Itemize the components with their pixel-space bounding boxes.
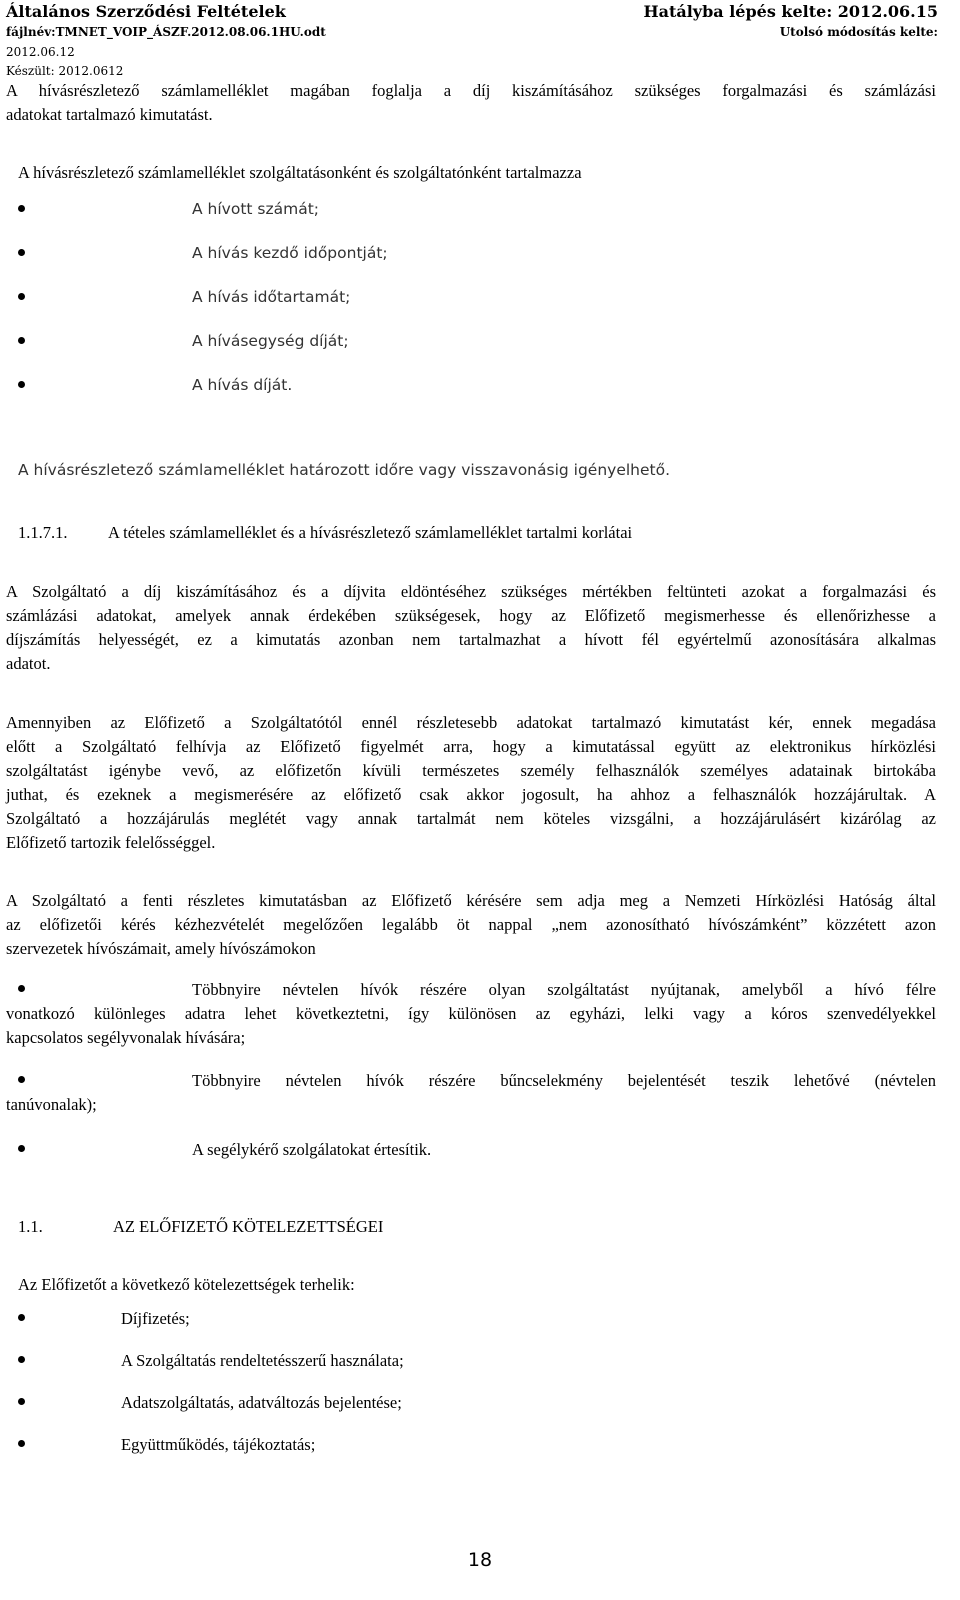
obligation-fee-payment: Díjfizetés;: [121, 1309, 190, 1328]
para2-line-3: szolgáltatást igénybe vevő, az előfizetőn kívüli természetes személy felhasználók személyes adatainak birtokába: [6, 761, 936, 780]
page-number: 18: [467, 1549, 493, 1571]
bullet-icon: [18, 249, 25, 256]
para2-line-4: juthat, és ezeknek a megismerésére az előfizető csak akkor jogosult, ha ahhoz a felhasználók hozzájárultak. A: [6, 785, 936, 804]
header-created: Készült: 2012.0612: [6, 64, 124, 78]
bullet-icon: [18, 1398, 25, 1405]
bullet-icon: [18, 205, 25, 212]
bullet-icon: [18, 1440, 25, 1447]
para1-line-1: A Szolgáltató a díj kiszámításához és a díjvita eldöntéséhez szükséges mértékben feltünteti azokat a forgalmazási és: [6, 582, 936, 601]
header-title: Általános Szerződési Feltételek: [6, 2, 286, 21]
header-filename: fájlnév:TMNET_VOIP_ÁSZF.2012.08.06.1HU.odt: [6, 25, 326, 39]
section-11-title: AZ ELŐFIZETŐ KÖTELEZETTSÉGEI: [113, 1217, 384, 1236]
header-date: 2012.06.12: [6, 45, 75, 59]
hidden-numbers-item-3: A segélykérő szolgálatokat értesítik.: [192, 1140, 432, 1159]
hidden-numbers-item-1-line-2: vonatkozó különleges adatra lehet következtetni, így különösen az egyházi, lelki vagy a kóros szenvedélyekkel: [6, 1004, 936, 1023]
para2-line-5: Szolgáltató a hozzájárulás meglétét vagy annak tartalmát nem köteles vizsgálni, a hozzájárulásért kizárólag az: [6, 809, 936, 828]
contents-item-start-time: A hívás kezdő időpontját;: [192, 244, 388, 262]
bullet-icon: [18, 337, 25, 344]
contents-heading: A hívásrészletező számlamelléklet szolgáltatásonként és szolgáltatónként tartalmazza: [18, 163, 582, 182]
obligation-cooperation: Együttműködés, tájékoztatás;: [121, 1435, 316, 1454]
para2-line-6: Előfizető tartozik felelősséggel.: [6, 833, 216, 852]
obligation-proper-use: A Szolgáltatás rendeltetésszerű használata;: [121, 1351, 404, 1370]
contents-item-duration: A hívás időtartamát;: [192, 288, 351, 306]
hidden-numbers-item-2-line-1: Többnyire névtelen hívók részére bűncselekmény bejelentését teszik lehetővé (névtelen: [192, 1071, 936, 1090]
para3-line-1: A Szolgáltató a fenti részletes kimutatásban az Előfizető kérésére sem adja meg a Nemzeti Hírközlési Hatóság által: [6, 891, 936, 910]
hidden-numbers-item-2-line-2: tanúvonalak);: [6, 1095, 97, 1114]
contents-item-unit-fee: A hívásegység díját;: [192, 332, 349, 350]
obligations-intro: Az Előfizetőt a következő kötelezettségek terhelik:: [18, 1275, 355, 1294]
para3-line-3: szervezetek hívószámait, amely hívószámokon: [6, 939, 316, 958]
para1-line-4: adatot.: [6, 654, 51, 673]
hidden-numbers-item-1-line-3: kapcsolatos segélyvonalak hívására;: [6, 1028, 246, 1047]
section-title: A tételes számlamelléklet és a hívásrészletező számlamelléklet tartalmi korlátai: [108, 523, 633, 542]
para1-line-3: díjszámítás helyességét, ez a kimutatás azonban nem tartalmazhat a hívott fél egyértelmű azonosítására alkalmas: [6, 630, 936, 649]
contents-item-call-fee: A hívás díját.: [192, 376, 293, 394]
bullet-icon: [18, 293, 25, 300]
para1-line-2: számlázási adatokat, amelyek annak érdekében szükségesek, hogy az Előfizető megismerhesse és ellenőrizhesse a: [6, 606, 936, 625]
header-last-modified: Utolsó módosítás kelte:: [779, 25, 938, 39]
section-number: 1.1.7.1.: [18, 523, 68, 542]
bullet-icon: [18, 1145, 25, 1152]
header-effective-date: Hatályba lépés kelte: 2012.06.15: [643, 2, 938, 21]
bullet-icon: [18, 1314, 25, 1321]
section-11-number: 1.1.: [18, 1217, 43, 1236]
intro-line-1: A hívásrészletező számlamelléklet magában foglalja a díj kiszámításához szükséges forgalmazási és számlázási: [6, 81, 936, 100]
obligation-data-reporting: Adatszolgáltatás, adatváltozás bejelentése;: [121, 1393, 402, 1412]
request-note: A hívásrészletező számlamelléklet határozott időre vagy visszavonásig igényelhető.: [18, 461, 671, 479]
para2-line-1: Amennyiben az Előfizető a Szolgáltatótól ennél részletesebb adatokat tartalmazó kimutatást kér, ennek megadása: [6, 713, 936, 732]
para3-line-2: az előfizetői kérés kézhezvételét megelőzően legalább öt nappal „nem azonosítható hívószámként” közzétett azon: [6, 915, 936, 934]
para2-line-2: előtt a Szolgáltató felhívja az Előfizető figyelmét arra, hogy a kimutatással együtt az elektronikus hírközlési: [6, 737, 936, 756]
contents-item-called-number: A hívott számát;: [192, 200, 320, 218]
intro-line-2: adatokat tartalmazó kimutatást.: [6, 105, 213, 124]
bullet-icon: [18, 1076, 25, 1083]
bullet-icon: [18, 381, 25, 388]
hidden-numbers-item-1-line-1: Többnyire névtelen hívók részére olyan szolgáltatást nyújtanak, amelyből a hívó félre: [192, 980, 936, 999]
bullet-icon: [18, 985, 25, 992]
bullet-icon: [18, 1356, 25, 1363]
